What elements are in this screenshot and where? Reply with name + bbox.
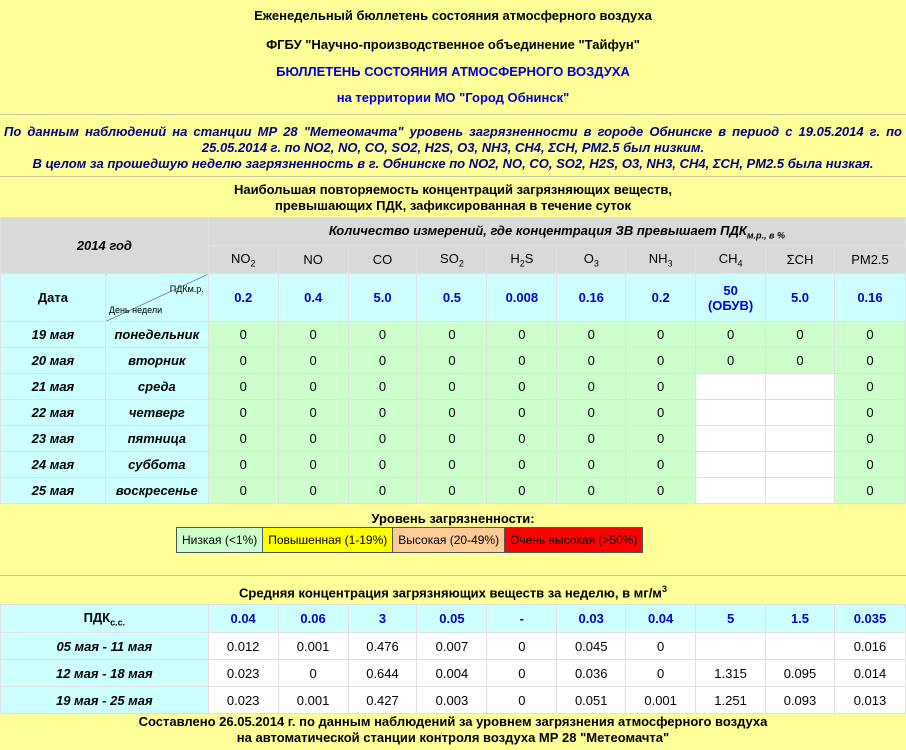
diag-header-cell xyxy=(105,274,208,322)
value-cell: 0 xyxy=(557,452,626,478)
table-row xyxy=(1,426,906,452)
period-label: 12 мая - 18 мая xyxy=(1,660,209,687)
pdk-mr-value: 0.008 xyxy=(487,274,557,322)
pollutant-header: PM2.5 xyxy=(834,246,905,274)
value-cell: 0 xyxy=(834,478,905,504)
value-cell: 0 xyxy=(417,400,487,426)
territory-heading: на территории МО "Город Обнинск" xyxy=(336,90,570,105)
pollutant-header: $NH_3$ xyxy=(626,246,696,274)
value-cell: 0 xyxy=(487,452,557,478)
avg-value-cell: 0 xyxy=(487,687,557,714)
value-cell: 0 xyxy=(487,348,557,374)
value-cell: 0 xyxy=(834,322,905,348)
pdk-mr-value: 0.16 xyxy=(834,274,905,322)
pollutant-header: $NO_2$ xyxy=(208,246,278,274)
pollutant-header: $H_2S$ xyxy=(487,246,557,274)
pdk-ss-value: 3 xyxy=(348,605,417,633)
pdk-ss-value: 0.03 xyxy=(557,605,626,633)
avg-value-cell: 0.476 xyxy=(348,633,417,660)
table-row xyxy=(1,687,906,714)
pollution-level-legend xyxy=(176,527,643,553)
value-cell xyxy=(696,374,766,400)
value-cell: 0 xyxy=(278,322,348,348)
pdk-mr-row xyxy=(1,274,906,322)
organization-name: ФГБУ "Научно-производственное объединение "Тайфун" xyxy=(266,37,640,52)
pdk-mr-value: 0.16 xyxy=(557,274,626,322)
value-cell: 0 xyxy=(487,426,557,452)
value-cell: 0 xyxy=(557,426,626,452)
value-cell: 0 xyxy=(208,348,278,374)
avg-value-cell: 0.014 xyxy=(834,660,905,687)
avg-value-cell: 0.095 xyxy=(766,660,835,687)
footer-line-1: Составлено 26.05.2014 г. по данным наблюдений за уровнем загрязнения атмосферного воздуха xyxy=(138,714,768,729)
value-cell: 0 xyxy=(278,374,348,400)
value-cell xyxy=(696,478,766,504)
repeatability-title-line-1: Наибольшая повторяемость концентраций загрязняющих веществ, xyxy=(233,182,673,197)
pdk-mr-value: 0.5 xyxy=(417,274,487,322)
count-header: Количество измерений, где концентрация ЗВ превышает $ПДК_{м.р., в \%}$ xyxy=(208,218,905,246)
pollutant-header: $O_3$ xyxy=(557,246,626,274)
avg-value-cell: 0.001 xyxy=(626,687,696,714)
value-cell: 0 xyxy=(417,374,487,400)
pdk-mr-value: 0.2 xyxy=(208,274,278,322)
repeatability-title xyxy=(0,182,906,214)
value-cell: 0 xyxy=(766,322,835,348)
table-row xyxy=(1,322,906,348)
row-weekday: четверг xyxy=(105,400,208,426)
value-cell: 0 xyxy=(348,348,417,374)
year-label: 2014 год xyxy=(1,218,209,274)
avg-value-cell: 0.007 xyxy=(417,633,487,660)
value-cell: 0 xyxy=(208,426,278,452)
period-label: 19 мая - 25 мая xyxy=(1,687,209,714)
avg-value-cell: 0.001 xyxy=(278,687,348,714)
pollutant-header: ΣCH xyxy=(766,246,835,274)
pdk-mr-value: 0.2 xyxy=(626,274,696,322)
value-cell: 0 xyxy=(487,400,557,426)
row-weekday: пятница xyxy=(105,426,208,452)
date-column-label: Дата xyxy=(1,274,106,322)
table-row xyxy=(1,374,906,400)
row-date: 20 мая xyxy=(1,348,106,374)
avg-value-cell: 0 xyxy=(487,660,557,687)
period-label: 05 мая - 11 мая xyxy=(1,633,209,660)
row-weekday: суббота xyxy=(105,452,208,478)
value-cell: 0 xyxy=(348,374,417,400)
value-cell: 0 xyxy=(557,478,626,504)
avg-value-cell: 0.036 xyxy=(557,660,626,687)
avg-value-cell: 0.013 xyxy=(834,687,905,714)
value-cell xyxy=(766,478,835,504)
pollutant-header: NO xyxy=(278,246,348,274)
value-cell: 0 xyxy=(348,452,417,478)
pdk-ss-value: 0.04 xyxy=(208,605,278,633)
value-cell xyxy=(696,400,766,426)
avg-value-cell: 0 xyxy=(278,660,348,687)
value-cell: 0 xyxy=(557,348,626,374)
table-row xyxy=(1,452,906,478)
value-cell: 0 xyxy=(417,478,487,504)
value-cell: 0 xyxy=(834,374,905,400)
pdk-ss-label: $ПДК_{с.с.}$ xyxy=(1,605,209,633)
value-cell: 0 xyxy=(208,452,278,478)
pdk-ss-value: 0.06 xyxy=(278,605,348,633)
row-date: 23 мая xyxy=(1,426,106,452)
pdk-mr-value: 50 (ОБУВ) xyxy=(696,274,766,322)
row-weekday: среда xyxy=(105,374,208,400)
footer-line-2: на автоматической станции контроля воздуха МР 28 "Метеомачта" xyxy=(236,730,670,745)
pdk-ss-value: 0.035 xyxy=(834,605,905,633)
average-title: Средняя концентрация загрязняющих веществ за неделю, в $мг/м^3$ xyxy=(239,584,667,601)
footer xyxy=(0,714,906,746)
value-cell: 0 xyxy=(626,452,696,478)
pdk-ss-value: 1.5 xyxy=(766,605,835,633)
value-cell: 0 xyxy=(626,400,696,426)
value-cell: 0 xyxy=(417,426,487,452)
pdk-ss-row xyxy=(1,605,906,633)
weekday-label: День недели xyxy=(108,305,163,315)
value-cell: 0 xyxy=(626,348,696,374)
value-cell: 0 xyxy=(417,452,487,478)
value-cell: 0 xyxy=(766,348,835,374)
table-row xyxy=(1,400,906,426)
value-cell: 0 xyxy=(278,478,348,504)
avg-value-cell: 0.427 xyxy=(348,687,417,714)
row-date: 24 мая xyxy=(1,452,106,478)
value-cell: 0 xyxy=(557,374,626,400)
divider xyxy=(0,575,906,576)
value-cell: 0 xyxy=(487,374,557,400)
value-cell: 0 xyxy=(834,400,905,426)
summary-text xyxy=(4,124,902,172)
avg-value-cell: 0.023 xyxy=(208,660,278,687)
row-date: 19 мая xyxy=(1,322,106,348)
average-table xyxy=(0,604,906,714)
pdk-ss-value: 5 xyxy=(696,605,766,633)
row-weekday: вторник xyxy=(105,348,208,374)
table-row xyxy=(1,478,906,504)
row-date: 21 мая xyxy=(1,374,106,400)
value-cell: 0 xyxy=(417,322,487,348)
pdk-mr-value: 5.0 xyxy=(766,274,835,322)
value-cell: 0 xyxy=(557,322,626,348)
legend-item: Низкая (<1%) xyxy=(177,528,263,553)
avg-value-cell: 1.251 xyxy=(696,687,766,714)
pdk-mr-value: 5.0 xyxy=(348,274,417,322)
pdk-ss-value: - xyxy=(487,605,557,633)
row-weekday: понедельник xyxy=(105,322,208,348)
value-cell: 0 xyxy=(626,322,696,348)
row-weekday: воскресенье xyxy=(105,478,208,504)
divider xyxy=(0,176,906,177)
value-cell xyxy=(696,452,766,478)
avg-value-cell: 0.023 xyxy=(208,687,278,714)
avg-value-cell: 0.093 xyxy=(766,687,835,714)
value-cell: 0 xyxy=(696,348,766,374)
bulletin-heading: БЮЛЛЕТЕНЬ СОСТОЯНИЯ АТМОСФЕРНОГО ВОЗДУХА xyxy=(276,64,630,79)
value-cell: 0 xyxy=(487,478,557,504)
value-cell: 0 xyxy=(417,348,487,374)
value-cell xyxy=(766,426,835,452)
value-cell: 0 xyxy=(208,322,278,348)
avg-value-cell xyxy=(696,633,766,660)
avg-value-cell: 0 xyxy=(626,660,696,687)
pollutant-header: $CH_4$ xyxy=(696,246,766,274)
avg-value-cell: 0.045 xyxy=(557,633,626,660)
pollutant-header: $SO_2$ xyxy=(417,246,487,274)
pdk-mr-label: ПДКм.р. xyxy=(169,284,204,294)
avg-value-cell: 0.644 xyxy=(348,660,417,687)
value-cell: 0 xyxy=(696,322,766,348)
value-cell: 0 xyxy=(487,322,557,348)
pdk-mr-value: 0.4 xyxy=(278,274,348,322)
avg-value-cell: 0.003 xyxy=(417,687,487,714)
pdk-ss-value: 0.05 xyxy=(417,605,487,633)
avg-value-cell: 0.004 xyxy=(417,660,487,687)
repeatability-title-line-2: превышающих ПДК, зафиксированная в течение суток xyxy=(275,198,631,213)
value-cell: 0 xyxy=(208,400,278,426)
value-cell: 0 xyxy=(348,426,417,452)
value-cell: 0 xyxy=(626,478,696,504)
value-cell: 0 xyxy=(626,426,696,452)
value-cell: 0 xyxy=(208,478,278,504)
value-cell: 0 xyxy=(348,322,417,348)
divider xyxy=(0,114,906,115)
pollutant-header: CO xyxy=(348,246,417,274)
value-cell xyxy=(766,452,835,478)
summary-line-1: По данным наблюдений на станции МР 28 "Метеомачта" уровень загрязненности в городе Обнинске в период с 19.05.2014 г. по 25.05.2014 г. по NO2, NO, CO, SO2, H2S, O3, NH3, CH4, ΣCH, PM2.5 был низким. xyxy=(4,124,902,155)
table-row xyxy=(1,633,906,660)
avg-value-cell: 1.315 xyxy=(696,660,766,687)
value-cell: 0 xyxy=(208,374,278,400)
ch4-note: (ОБУВ) xyxy=(707,297,754,313)
row-date: 25 мая xyxy=(1,478,106,504)
value-cell: 0 xyxy=(278,348,348,374)
table-row xyxy=(1,348,906,374)
repeatability-body xyxy=(1,322,906,504)
value-cell: 0 xyxy=(834,452,905,478)
avg-value-cell: 0.001 xyxy=(278,633,348,660)
value-cell: 0 xyxy=(834,348,905,374)
value-cell xyxy=(766,400,835,426)
legend-title: Уровень загрязненности: xyxy=(371,511,535,526)
avg-value-cell: 0.012 xyxy=(208,633,278,660)
value-cell xyxy=(696,426,766,452)
bulletin-title: Еженедельный бюллетень состояния атмосферного воздуха xyxy=(254,8,652,23)
summary-line-2: В целом за прошедшую неделю загрязненность в г. Обнинске по NO2, NO, CO, SO2, H2S, O3, NH3, CH4, ΣCH, PM2.5 была низкая. xyxy=(32,156,874,171)
avg-value-cell: 0 xyxy=(626,633,696,660)
value-cell: 0 xyxy=(348,478,417,504)
value-cell: 0 xyxy=(834,426,905,452)
value-cell xyxy=(766,374,835,400)
value-cell: 0 xyxy=(278,426,348,452)
avg-value-cell xyxy=(766,633,835,660)
row-date: 22 мая xyxy=(1,400,106,426)
value-cell: 0 xyxy=(626,374,696,400)
avg-value-cell: 0.016 xyxy=(834,633,905,660)
repeatability-table xyxy=(0,217,906,504)
avg-value-cell: 0.051 xyxy=(557,687,626,714)
value-cell: 0 xyxy=(557,400,626,426)
legend-item: Очень высокая (>50%) xyxy=(505,528,643,553)
pdk-ss-value: 0.04 xyxy=(626,605,696,633)
legend-item: Высокая (20-49%) xyxy=(393,528,505,553)
table-row xyxy=(1,660,906,687)
legend-item: Повышенная (1-19%) xyxy=(263,528,393,553)
avg-value-cell: 0 xyxy=(487,633,557,660)
value-cell: 0 xyxy=(278,452,348,478)
value-cell: 0 xyxy=(278,400,348,426)
value-cell: 0 xyxy=(348,400,417,426)
